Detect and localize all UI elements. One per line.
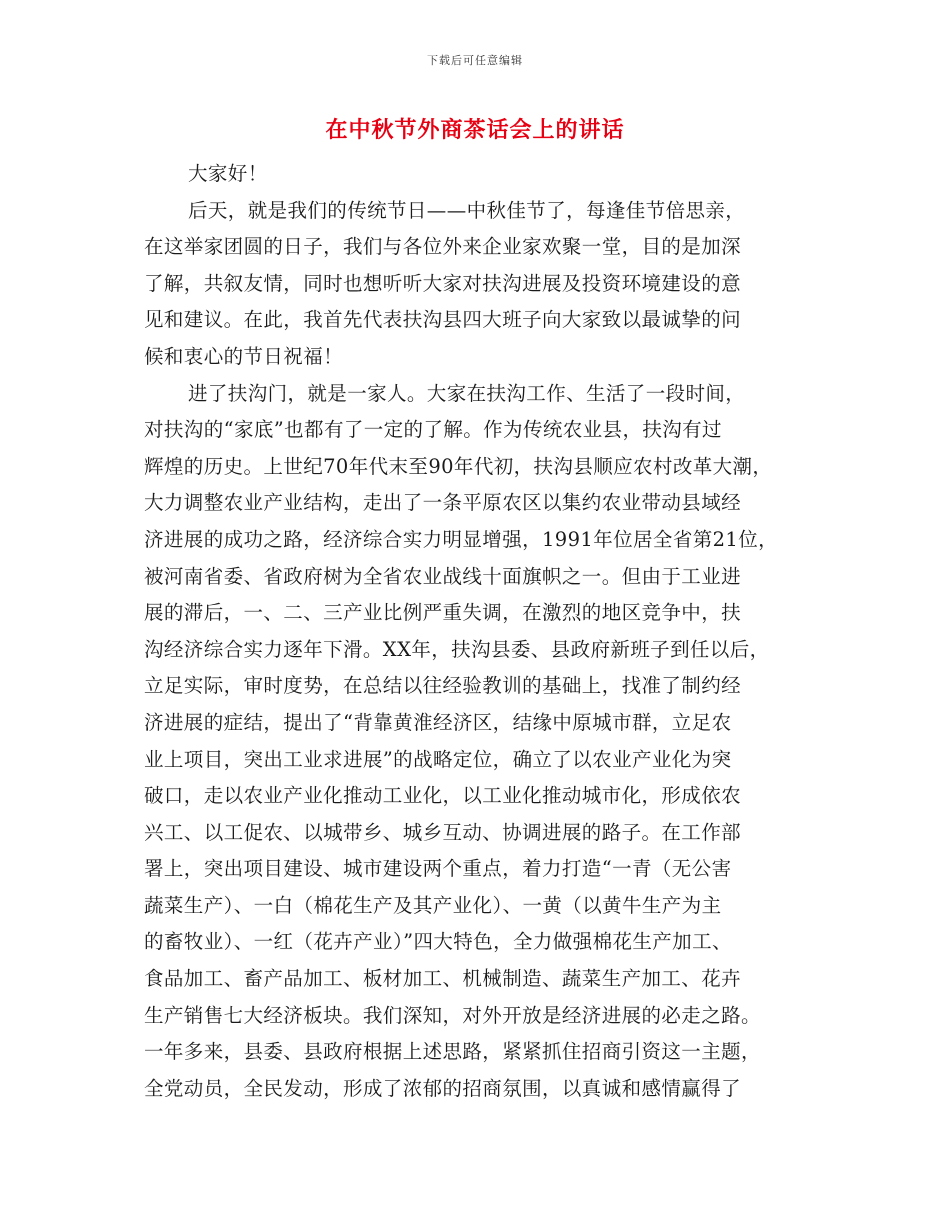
text-line: 蔬菜生产）、一白（棉花生产及其产业化）、一黄（以黄牛生产为主 [144,893,722,917]
text-line: 破口，走以农业产业化推动工业化，以工业化推动城市化，形成依农 [144,784,742,808]
document-body [144,156,812,1107]
text-line: 立足实际，审时度势，在总结以往经验教训的基础上，找准了制约经 [144,674,742,698]
text-line: 展的滞后，一、二、三产业比例严重失调，在激烈的地区竞争中，扶 [144,601,742,625]
header-note: 下载后可任意编辑 [427,54,523,67]
text-line: 全党动员，全民发动，形成了浓郁的招商氛围，以真诚和感情赢得了 [144,1076,742,1100]
text-line: 署上，突出项目建设、城市建设两个重点，着力打造“一青（无公害 [144,857,732,881]
document-title: 在中秋节外商茶话会上的讲话 [325,117,625,143]
text-line: 见和建议。在此，我首先代表扶沟县四大班子向大家致以最诚挚的问 [144,308,742,332]
text-line: 食品加工、畜产品加工、板材加工、机械制造、蔬菜生产加工、花卉 [144,967,742,991]
text-line: 生产销售七大经济板块。我们深知，对外开放是经济进展的必走之路。 [144,1003,761,1027]
text-line: 被河南省委、省政府树为全省农业战线十面旗帜之一。但由于工业进 [144,564,742,588]
text-line: 进了扶沟门，就是一家人。大家在扶沟工作、生活了一段时间， [188,381,746,405]
text-line: 候和衷心的节日祝福！ [144,344,344,368]
text-line: 在这举家团圆的日子，我们与各位外来企业家欢聚一堂，目的是加深 [144,235,742,259]
text-line: 大家好！ [188,162,268,185]
text-line: 的畜牧业）、一红（花卉产业）”四大特色，全力做强棉花生产加工、 [144,930,732,954]
text-line: 大力调整农业产业结构，走出了一条平原农区以集约农业带动县域经 [144,491,742,515]
text-line: 了解，共叙友情，同时也想听听大家对扶沟进展及投资环境建设的意 [144,271,742,295]
text-line: 济进展的症结，提出了“背靠黄淮经济区，结缘中原城市群，立足农 [144,710,732,734]
text-line: 沟经济综合实力逐年下滑。XX年，扶沟县委、县政府新班子到任以后， [144,637,770,661]
text-line: 兴工、以工促农、以城带乡、城乡互动、协调进展的路子。在工作部 [144,820,742,844]
text-line: 后天，就是我们的传统节日——中秋佳节了，每逢佳节倍思亲， [188,198,746,222]
text-line: 一年多来，县委、县政府根据上述思路，紧紧抓住招商引资这一主题， [144,1040,761,1064]
text-line: 辉煌的历史。上世纪70年代末至90年代初，扶沟县顺应农村改革大潮， [144,454,773,478]
text-line: 业上项目，突出工业求进展”的战略定位，确立了以农业产业化为突 [144,747,732,771]
text-line: 济进展的成功之路，经济综合实力明显增强，1991年位居全省第21位， [144,527,779,551]
text-line: 对扶沟的“家底”也都有了一定的了解。作为传统农业县，扶沟有过 [144,418,722,442]
